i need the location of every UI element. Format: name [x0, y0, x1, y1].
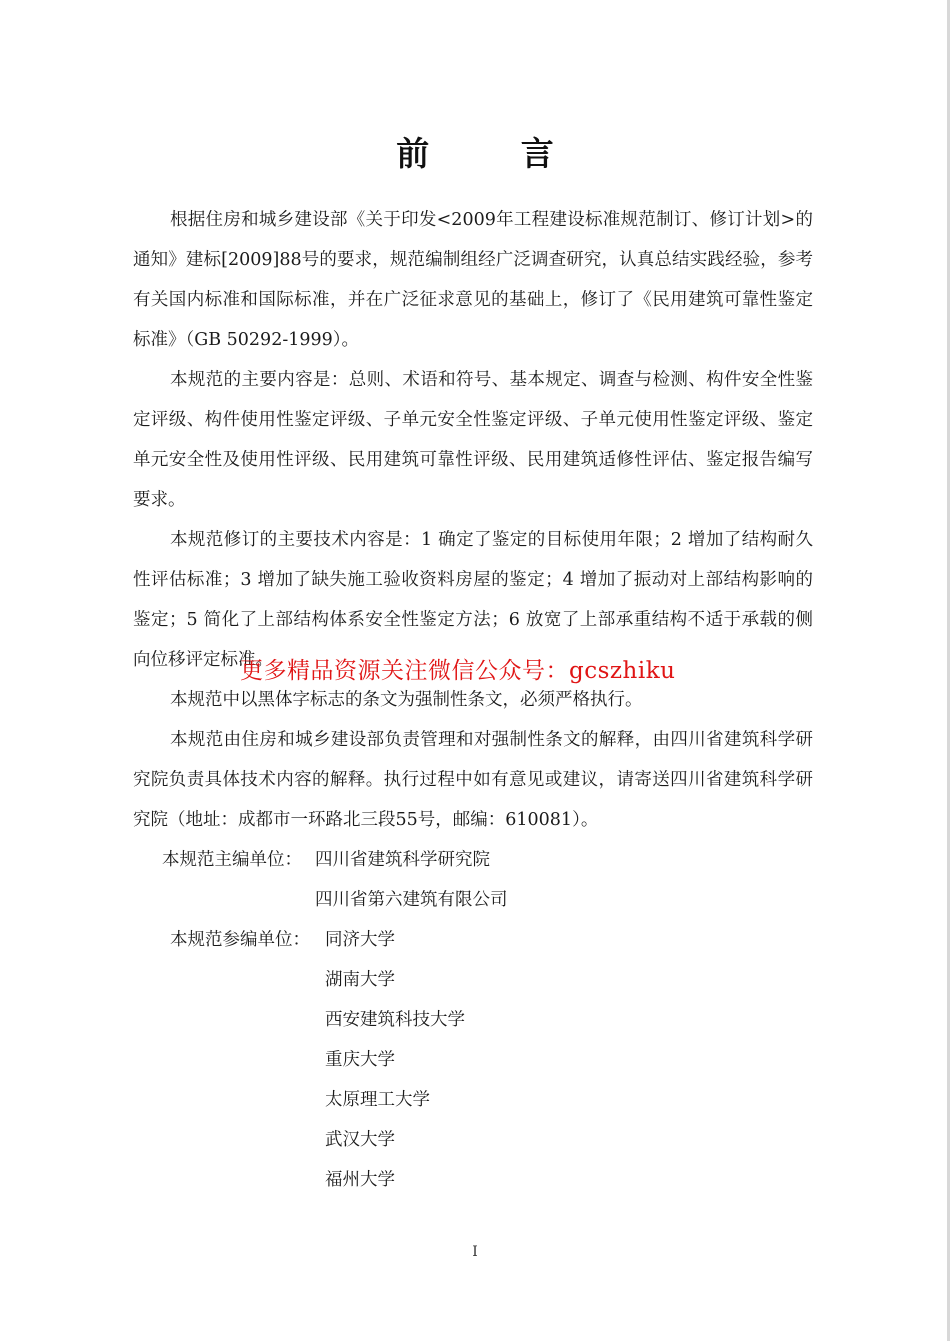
- chief-unit-row: [133, 840, 813, 880]
- paragraph-revisions: 本规范修订的主要技术内容是：1 确定了鉴定的目标使用年限；2 增加了结构耐久性评估标准；3 增加了缺失施工验收资料房屋的鉴定；4 增加了振动对上部结构影响的鉴定；5 简化了上部结构体系安全性鉴定方法；6 放宽了上部承重结构不适于承载的侧向位移评定标准。: [133, 530, 813, 670]
- chief-unit-item: 四川省建筑科学研究院: [315, 850, 490, 870]
- participating-unit-item: 福州大学: [325, 1170, 395, 1190]
- participating-unit-item: 重庆大学: [325, 1050, 395, 1070]
- chief-unit-row: [133, 880, 813, 920]
- watermark-overlay: 更多精品资源关注微信公众号：gcszhiku: [240, 658, 676, 684]
- participating-unit-row: [133, 1120, 813, 1160]
- participating-unit-row: [133, 1000, 813, 1040]
- participating-unit-row: [133, 1080, 813, 1120]
- participating-unit-row: [133, 920, 813, 960]
- preface-body: [133, 200, 813, 840]
- participating-unit-item: 太原理工大学: [325, 1090, 430, 1110]
- chief-units-label: 本规范主编单位：: [162, 850, 302, 870]
- page-title: 前 言: [396, 134, 594, 173]
- participating-unit-row: [133, 1040, 813, 1080]
- paragraph-main-content: 本规范的主要内容是：总则、术语和符号、基本规定、调查与检测、构件安全性鉴定评级、构件使用性鉴定评级、子单元安全性鉴定评级、子单元使用性鉴定评级、鉴定单元安全性及使用性评级、民用建筑可靠性评级、民用建筑适修性评估、鉴定报告编写要求。: [133, 370, 813, 510]
- participating-unit-row: [133, 960, 813, 1000]
- participating-unit-item: 武汉大学: [325, 1130, 395, 1150]
- chief-unit-item: 四川省第六建筑有限公司: [315, 890, 508, 910]
- paragraph-mandatory: 本规范中以黑体字标志的条文为强制性条文，必须严格执行。: [170, 690, 643, 710]
- participating-units-label: 本规范参编单位：: [170, 930, 310, 950]
- page-number: I: [472, 1244, 478, 1260]
- participating-unit-row: [133, 1160, 813, 1200]
- paragraph-basis: 根据住房和城乡建设部《关于印发<2009年工程建设标准规范制订、修订计划>的通知》建标[2009]88号的要求，规范编制组经广泛调查研究，认真总结实践经验，参考有关国内标准和国际标准，并在广泛征求意见的基础上，修订了《民用建筑可靠性鉴定标准》（GB 50292-1999）。: [133, 210, 813, 350]
- participating-unit-item: 湖南大学: [325, 970, 395, 990]
- participating-unit-item: 西安建筑科技大学: [325, 1010, 465, 1030]
- paragraph-management: 本规范由住房和城乡建设部负责管理和对强制性条文的解释，由四川省建筑科学研究院负责具体技术内容的解释。执行过程中如有意见或建议，请寄送四川省建筑科学研究院（地址：成都市一环路北三段55号，邮编：610081）。: [133, 730, 813, 830]
- units-section: [133, 840, 813, 1200]
- participating-unit-item: 同济大学: [325, 930, 395, 950]
